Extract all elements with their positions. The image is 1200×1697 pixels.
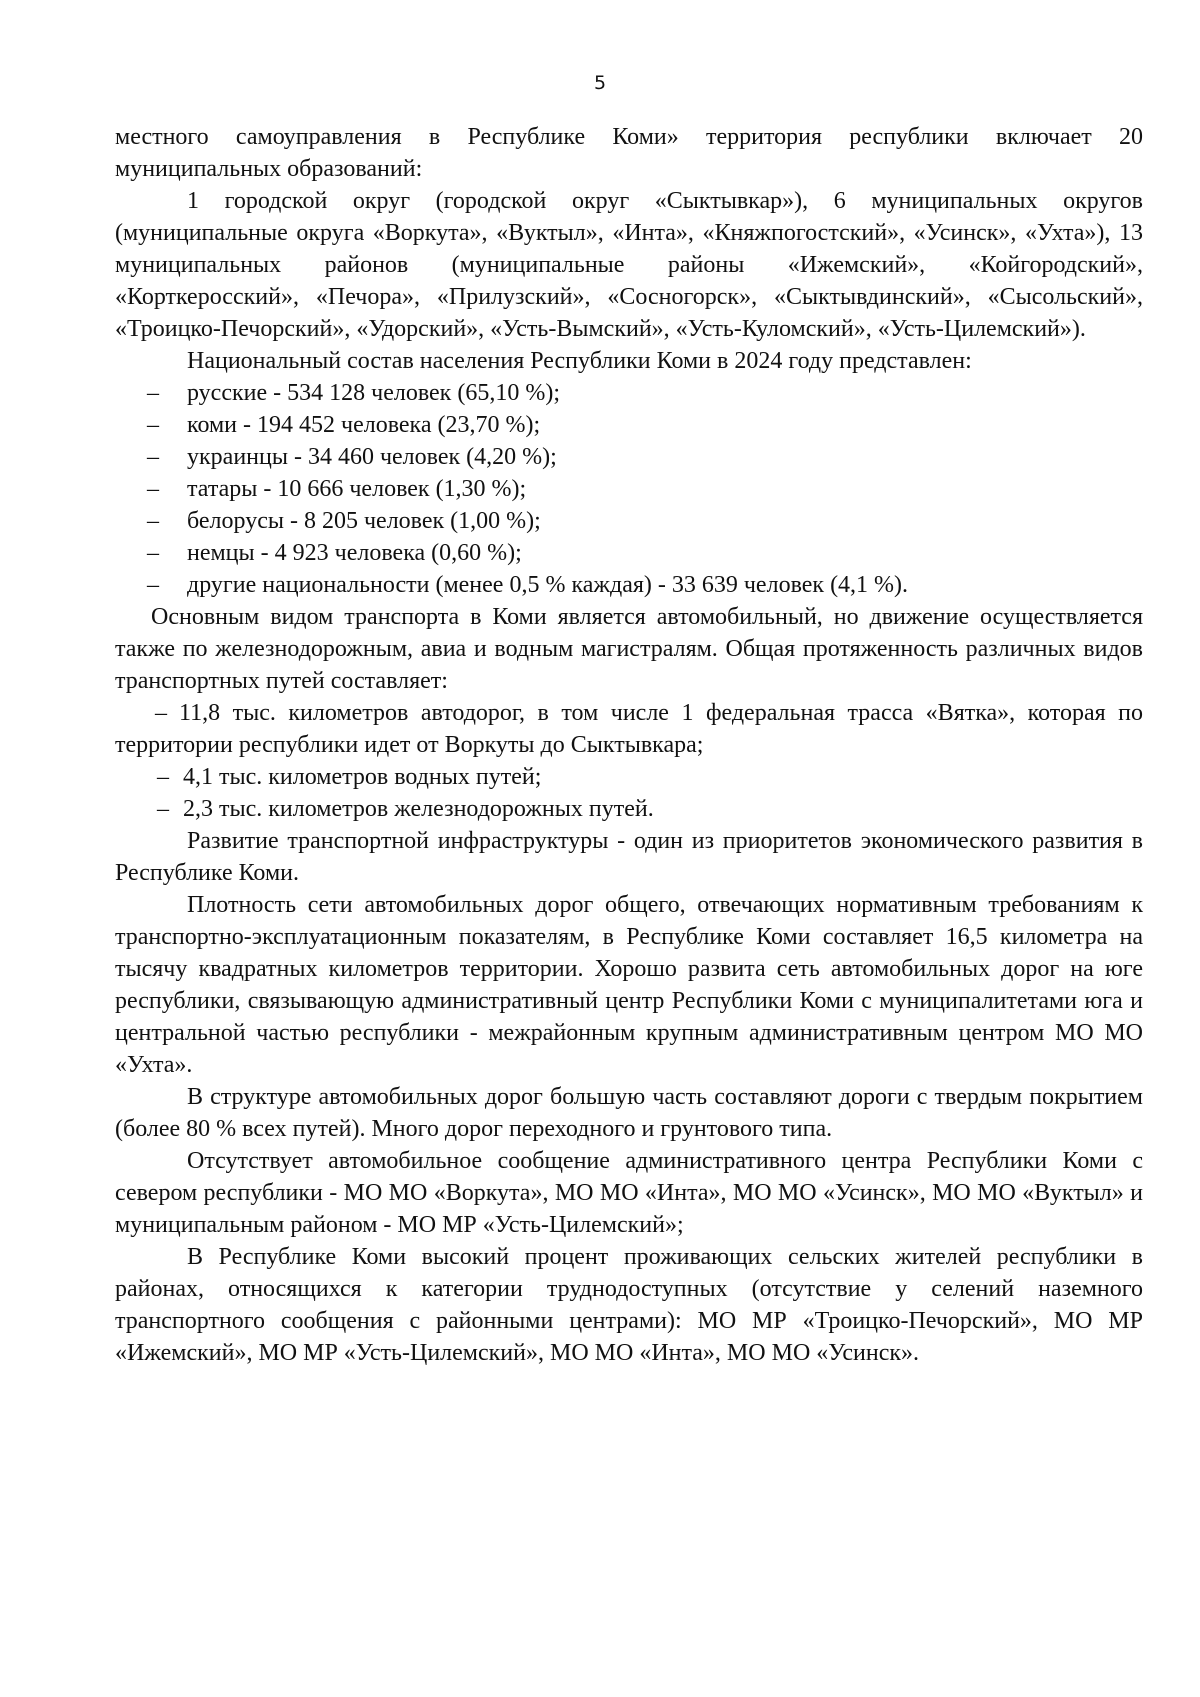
paragraph-road-structure: В структуре автомобильных дорог большую часть составляют дороги с твердым покрытием (более 80 % всех путей). Много дорог переходного и грунтового типа. <box>115 1084 1143 1142</box>
dash-bullet: – <box>157 764 169 790</box>
dash-bullet: – <box>147 508 159 534</box>
dash-bullet: – <box>147 444 159 470</box>
list-item: – украинцы - 34 460 человек (4,20 %); <box>115 441 1143 473</box>
dash-bullet: – <box>147 476 159 502</box>
dash-bullet: – <box>155 700 167 726</box>
list-item: – 2,3 тыс. километров железнодорожных путей. <box>115 793 1143 825</box>
list-item: – белорусы - 8 205 человек (1,00 %); <box>115 505 1143 537</box>
list-item: – русские - 534 128 человек (65,10 %); <box>115 377 1143 409</box>
nationality-list <box>115 377 1143 601</box>
paragraph-no-road-connection: Отсутствует автомобильное сообщение административного центра Республики Коми с севером республики - МО МО «Воркута», МО МО «Инта», МО МО «Усинск», МО МО «Вуктыл» и муниципальным районом - МО МР «Усть-Цилемский»; <box>115 1148 1143 1238</box>
document-body <box>115 121 1143 1369</box>
dash-bullet: – <box>147 380 159 406</box>
page-number: 5 <box>593 72 607 94</box>
list-item: – 11,8 тыс. километров автодорог, в том числе 1 федеральная трасса «Вятка», которая по территории республики идет от Воркуты до Сыктывкара; <box>115 700 1143 758</box>
paragraph-infrastructure-priority: Развитие транспортной инфраструктуры - один из приоритетов экономического развития в Республике Коми. <box>115 828 1143 886</box>
list-item: – немцы - 4 923 человека (0,60 %); <box>115 537 1143 569</box>
dash-bullet: – <box>157 796 169 822</box>
list-item: – 4,1 тыс. километров водных путей; <box>115 761 1143 793</box>
list-item: – коми - 194 452 человека (23,70 %); <box>115 409 1143 441</box>
paragraph-transport-intro: Основным видом транспорта в Коми является автомобильный, но движение осуществляется также по железнодорожным, авиа и водным магистралям. Общая протяженность различных видов транспортных путей составляет: <box>115 604 1143 694</box>
list-item: – татары - 10 666 человек (1,30 %); <box>115 473 1143 505</box>
dash-bullet: – <box>147 572 159 598</box>
paragraph-road-density: Плотность сети автомобильных дорог общего, отвечающих нормативным требованиям к транспортно-эксплуатационным показателям, в Республике Коми составляет 16,5 километра на тысячу квадратных километров территории. Хорошо развита сеть автомобильных дорог на юге республики, связывающую административный центр Республики Коми с муниципалитетами юга и центральной частью республики - межрайонным крупным административным центром МО МО «Ухта». <box>115 892 1143 1078</box>
paragraph-remote-areas: В Республике Коми высокий процент проживающих сельских жителей республики в районах, относящихся к категории труднодоступных (отсутствие у селений наземного транспортного сообщения с районными центрами): МО МР «Троицко-Печорский», МО МР «Ижемский», МО МР «Усть-Цилемский», МО МО «Инта», МО МО «Усинск». <box>115 1244 1143 1366</box>
dash-bullet: – <box>147 540 159 566</box>
list-item: – другие национальности (менее 0,5 % каждая) - 33 639 человек (4,1 %). <box>115 569 1143 601</box>
paragraph-municipalities-list: 1 городской округ (городской округ «Сыктывкар»), 6 муниципальных округов (муниципальные округа «Воркута», «Вуктыл», «Инта», «Княжпогостский», «Усинск», «Ухта»), 13 муниципальных районов (муниципальные районы «Ижемский», «Койгородский», «Корткеросский», «Печора», «Прилузский», «Сосногорск», «Сыктывдинский», «Сысольский», «Троицко-Печорский», «Удорский», «Усть-Вымский», «Усть-Куломский», «Усть-Цилемский»). <box>115 188 1143 342</box>
transport-list <box>115 697 1143 825</box>
dash-bullet: – <box>147 412 159 438</box>
paragraph-municipalities-intro: местного самоуправления в Республике Коми» территория республики включает 20 муниципальных образований: <box>115 124 1143 182</box>
paragraph-nationality-intro: Национальный состав населения Республики Коми в 2024 году представлен: <box>187 348 972 374</box>
